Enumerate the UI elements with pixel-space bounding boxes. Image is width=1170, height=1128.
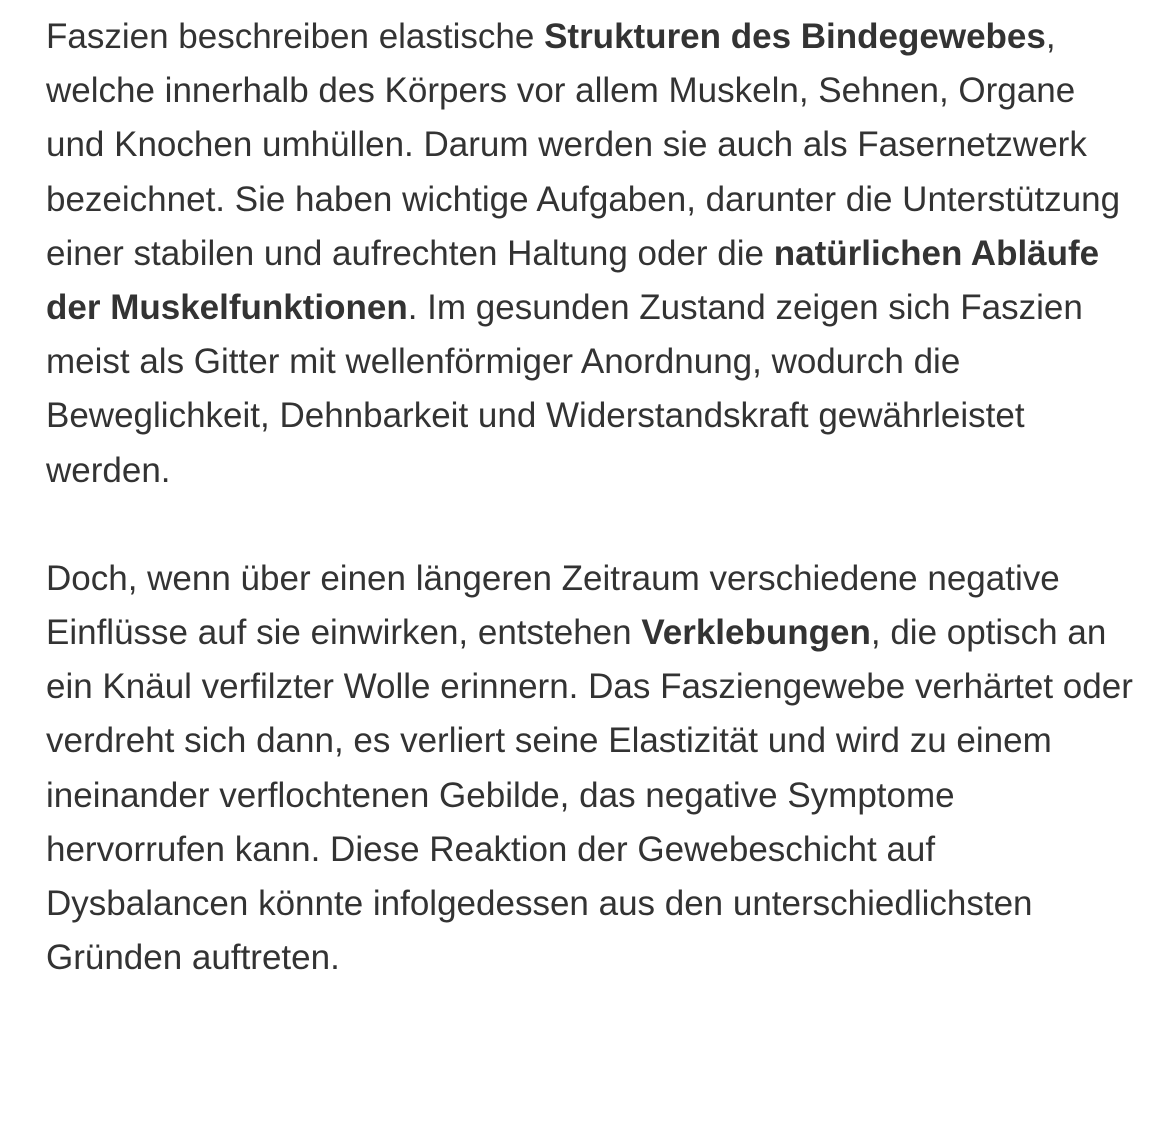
article-body [46, 10, 1136, 985]
text-run: . Im gesunden Zustand zeigen sich Faszien meist als Gitter mit wellenförmiger Anordnung, wodurch die Beweglichkeit, Dehnbarkeit und Widerstandskraft gewährleistet werden. [46, 288, 1083, 490]
bold-phrase-ablaeufe: natürlichen Abläufe der Muskelfunktionen [46, 233, 1100, 328]
bold-phrase-strukturen: Strukturen des Bindegewebes [544, 17, 1046, 56]
text-run: , welche innerhalb des Körpers vor allem Muskeln, Sehnen, Organe und Knochen umhüllen. Darum werden sie auch als Fasernetzwerk bezeichnet. Sie haben wichtige Aufgaben, darunter die Unterstützung einer stabilen und aufrechten Haltung oder die [46, 17, 1121, 273]
text-run: Doch, wenn über einen längeren Zeitraum verschiedene negative Einflüsse auf sie einwirken, entstehen [46, 558, 1060, 653]
bold-phrase-verklebungen: Verklebungen [641, 613, 871, 653]
paragraph-2 [46, 552, 1136, 986]
paragraph-1 [46, 10, 1136, 498]
text-run: Faszien beschreiben elastische [46, 17, 545, 56]
text-run: , die optisch an ein Knäul verfilzter Wolle erinnern. Das Fasziengewebe verhärtet oder verdreht sich dann, es verliert seine Elastizität und wird zu einem ineinander verflochtenen Gebilde, das negative Symptome hervorrufen kann. Diese Reaktion der Gewebeschicht auf Dysbalancen könnte infolgedessen aus den unterschiedlichsten Gründen auftreten. [46, 613, 1133, 978]
